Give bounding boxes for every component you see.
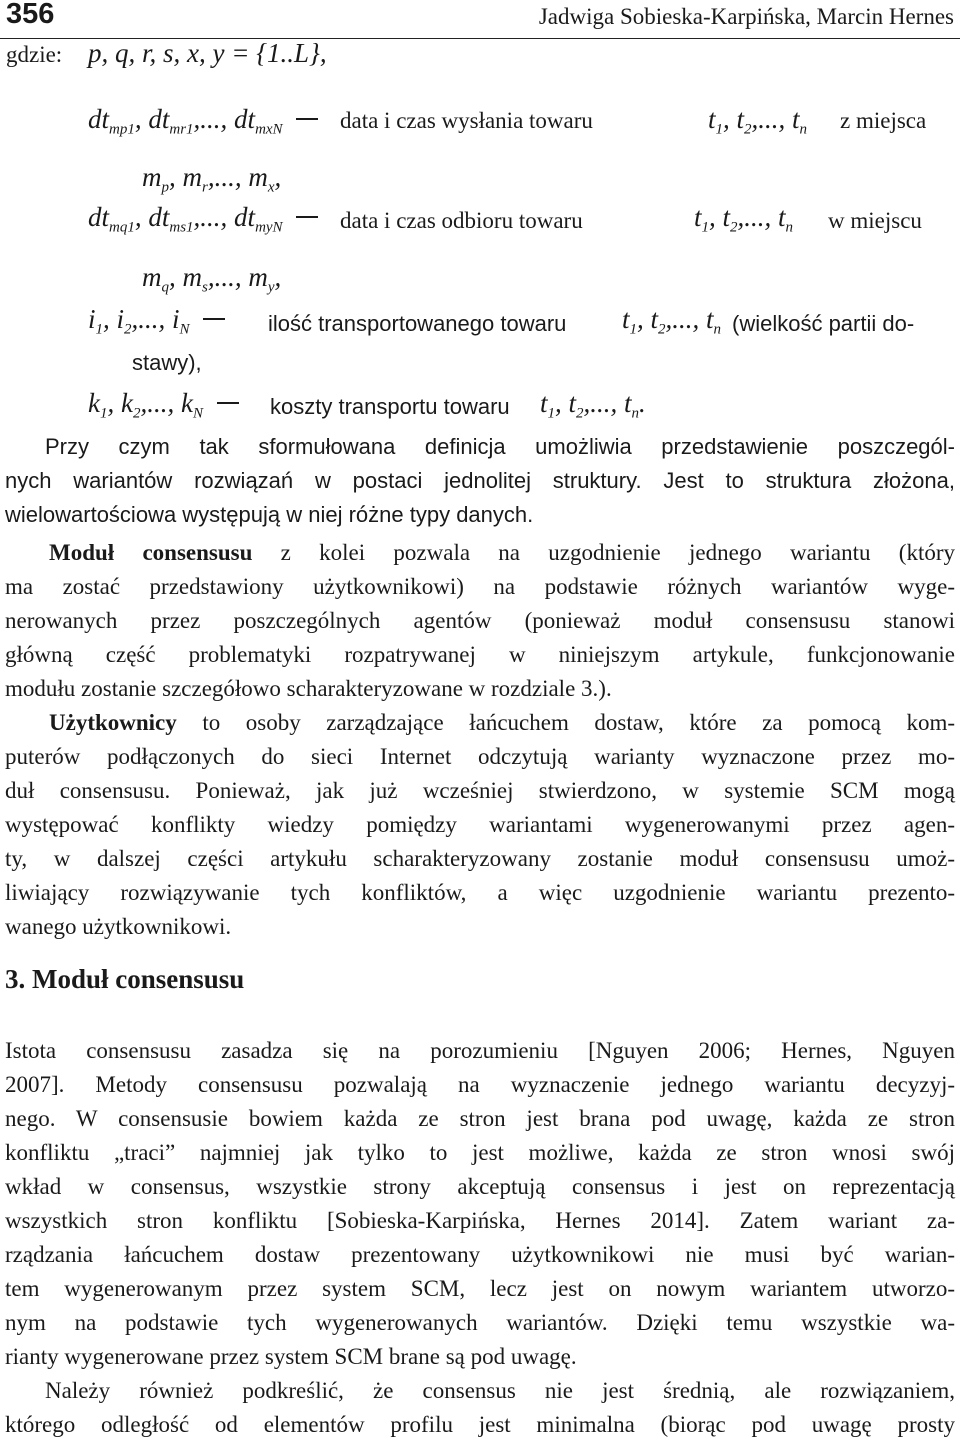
k-tail [540,388,646,422]
paragraph-line: liwiający rozwiązywanie tych konfliktów, a więc uzgodnienie wariantu prezento- [5,880,955,905]
mp-formula: $m_p$, $m_r$,..., $m_x$, [142,162,282,196]
paragraph-line: wanego użytkownikowi. [5,914,232,939]
definition-dash [296,118,318,120]
paragraph-line [5,706,955,740]
dt-send-formula: $dt_{mp1}$, $dt_{mr1}$,..., $dt_{mxN}$ [88,104,283,138]
k-end: . [639,388,646,418]
paragraph-line: wszystkich stron konfliktu [Sobieska-Karpińska, Hernes 2014]. Zatem wariant za- [5,1208,955,1233]
paragraph-line: rządzania łańcuchem dostaw prezentowany użytkownikowi nie musi być warian- [5,1242,955,1267]
paragraph-line-rest: to osoby zarządzające łańcuchem dostaw, które za pomocą kom- [202,710,956,735]
i-row [88,304,231,338]
dt-recv-desc-b: w miejscu [828,208,922,233]
i-desc-a: ilość transportowanego towaru [268,311,567,336]
k-row [88,388,245,422]
gdzie-label: gdzie: [6,42,63,67]
dt-send-desc-b: z miejsca [840,108,927,133]
k-formula: $k_1$, $k_2$,..., $k_N$ [88,388,203,422]
paragraph-line: Należy również podkreślić, że consensus nie jest średnią, ale rozwiązaniem, [45,1378,955,1403]
dt-recv-formula: $dt_{mq1}$, $dt_{ms1}$,..., $dt_{myN}$ [88,202,283,236]
paragraph-4 [5,1034,955,1374]
dt-send-row [88,104,324,138]
t-seq-4: $t_1$, $t_2$,..., $t_n$ [540,388,640,422]
paragraph-line: główną część problematyki rozpatrywanej w niniejszym artykule, funkcjonowanie [5,642,955,667]
dt-recv-row [88,202,324,236]
paragraph-line: 2007]. Metody consensusu pozwalają na wyznaczenie jednego wariantu decyzyj- [5,1072,955,1097]
paragraph-line: puterów podłączonych do sieci Internet odczytują warianty wyznaczone przez mo- [5,744,955,769]
paragraph-line: nego. W consensusie bowiem każda ze stron jest brana pod uwagę, każda ze stron [5,1106,955,1131]
mq-formula: $m_q$, $m_s$,..., $m_y$, [142,262,282,296]
paragraph-5 [5,1374,955,1442]
t-seq-1: $t_1$, $t_2$,..., $t_n$ [708,104,808,138]
bold-term-uzytkownicy: Użytkownicy [49,710,177,735]
definition-dash [217,402,239,404]
bold-term-modul-consensusu: Moduł consensusu [49,540,253,565]
paragraph-line: nerowanych przez poszczególnych agentów (ponieważ moduł consensusu stanowi [5,608,955,633]
k-desc: koszty transportu towaru [270,394,510,419]
set-formula: p, q, r, s, x, y = {1..L}, [88,38,327,68]
i-formula: $i_1$, $i_2$,..., $i_N$ [88,304,190,338]
t-seq-2: $t_1$, $t_2$,..., $t_n$ [694,202,794,236]
page-number: 356 [6,0,55,30]
paragraph-line: rianty wygenerowane przez system SCM brane są pod uwagę. [5,1344,577,1369]
section-heading: 3. Moduł consensusu [5,964,245,994]
definition-dash [296,216,318,218]
paragraph-line: konfliktu „traci” najmniej jak tylko to jest możliwe, każda ze stron wnosi swój [5,1140,955,1165]
paragraph-3 [5,706,955,944]
paragraph-line-rest: z kolei pozwala na uzgodnienie jednego wariantu (który [280,540,955,565]
paragraph-line [5,536,955,570]
paragraph-line: duł consensusu. Ponieważ, jak już wcześniej stwierdzono, w systemie SCM mogą [5,778,955,803]
paragraph-line: nym na podstawie tych wygenerowanych wariantów. Dzięki temu wszystkie wa- [5,1310,955,1335]
paragraph-1 [5,430,955,532]
paragraph-line: wkład w consensus, wszystkie strony akceptują consensus i jest on reprezentacją [5,1174,955,1199]
paragraph-line: ty, w dalszej części artykułu scharakteryzowany zostanie moduł consensusu umoż- [5,846,955,871]
page-header [0,0,960,39]
paragraph-2 [5,536,955,706]
i-desc-c: stawy), [132,350,202,375]
paragraph-line: modułu zostanie szczegółowo scharakteryzowane w rozdziale 3.). [5,676,612,701]
paragraph-line: występować konflikty wiedzy pomiędzy wariantami wygenerowanymi przez agen- [5,812,955,837]
paragraph-line: Przy czym tak sformułowana definicja umożliwia przedstawienie poszczegól- [45,434,955,459]
paragraph-line: ma zostać przedstawiony użytkownikowi) na podstawie różnych wariantów wyge- [5,574,955,599]
definition-dash [203,318,225,320]
paragraph-line: którego odległość od elementów profilu jest minimalna (biorąc pod uwagę prosty [5,1412,955,1437]
paragraph-line: nych wariantów rozwiązań w postaci jednolitej struktury. Jest to struktura złożona, [5,468,955,493]
paragraph-line: wielowartościowa występują w niej różne typy danych. [5,502,534,527]
paragraph-line: Istota consensusu zasadza się na porozumieniu [Nguyen 2006; Hernes, Nguyen [5,1038,955,1063]
dt-recv-desc-a: data i czas odbioru towaru [340,208,583,233]
i-desc-b: (wielkość partii do- [732,311,915,336]
running-head: Jadwiga Sobieska-Karpińska, Marcin Hernes [538,4,954,29]
dt-send-desc-a: data i czas wysłania towaru [340,108,593,133]
t-seq-3: $t_1$, $t_2$,..., $t_n$ [622,304,722,338]
paragraph-line: tem wygenerowanym przez system SCM, lecz jest on nowym wariantem utworzo- [5,1276,955,1301]
